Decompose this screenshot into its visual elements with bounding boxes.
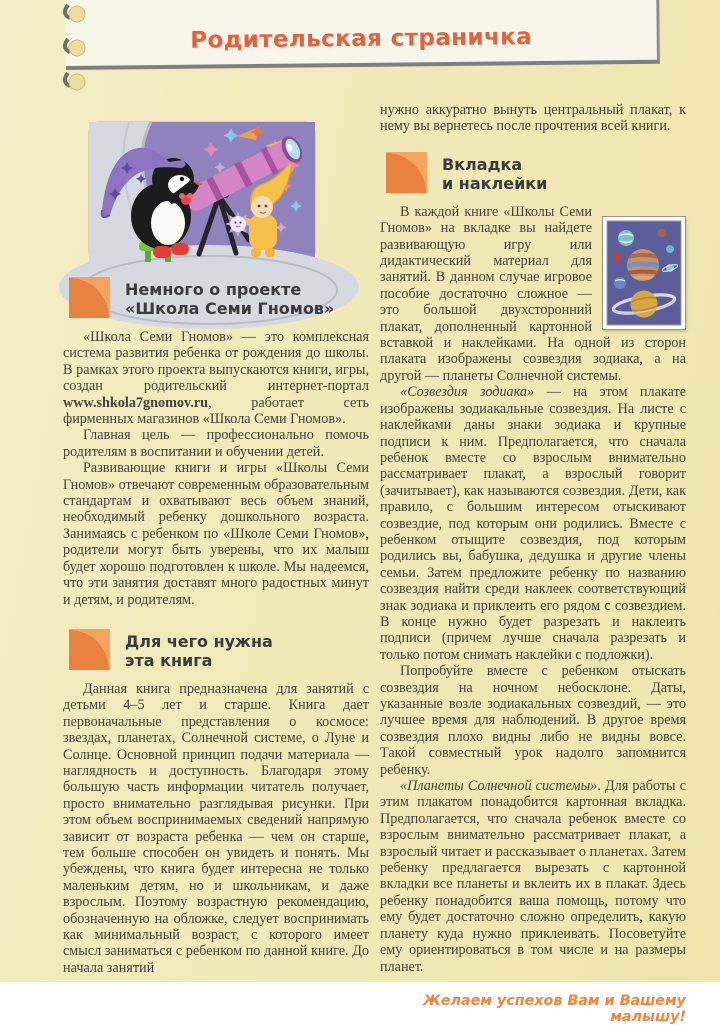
paragraph-text: , работает сеть фирменных магазинов «Школа Семи Гномов».: [63, 394, 369, 428]
paragraph-text: . Для работы с этим плакатом понадобится картонная вкладка. Предполагается, что сначала ребенок вместе со взрослым внимательно рассматривает плакат, а взрослый читает и рассказывает о планетах. Затем ребенку предлагается вырезать с картонной вкладки все планеты и вклеить их в плакат. Здесь ребенку понадобится ваша помощь, потому что ему будет достаточно сложно определить, какую планету куда нужно приклеивать. Посоветуйте ему ориентироваться в том числе и на размеры планет.: [380, 778, 686, 975]
paragraph: [63, 329, 369, 427]
section-square-icon: [69, 277, 110, 318]
poster-name-italic: «Созвездия зодиака»: [400, 384, 535, 401]
section-book-purpose: [69, 629, 369, 670]
right-column: [380, 102, 686, 1025]
section-title-line: и наклейки: [442, 173, 548, 193]
closing-wish-line: Желаем успехов Вам и Вашему малышу!: [423, 992, 686, 1025]
page-title: Родительская страничка: [190, 24, 533, 54]
binder-holes: [62, 2, 88, 92]
section-title-line: «Школа Семи Гномов»: [125, 299, 335, 318]
section-title-line: Немного о проекте: [125, 280, 302, 299]
observatory-scene-icon: [89, 122, 315, 262]
solar-system-poster-image: [602, 216, 686, 330]
section-title-line: Для чего нужна: [125, 631, 273, 651]
penguin-telescope-illustration: [89, 122, 315, 262]
left-column: [63, 106, 369, 976]
section-square-icon: [386, 152, 427, 193]
section-square-icon: [69, 629, 110, 670]
paragraph: Главная цель — профессионально помочь родителям в воспитании и обучении детей.: [63, 427, 369, 460]
paragraph: [380, 778, 686, 975]
section-title-line: Вкладка: [442, 154, 523, 174]
section-title: [125, 277, 334, 318]
section-title: [125, 629, 273, 670]
paragraph: нужно аккуратно вынуть центральный плакат, к нему вы вернетесь после прочтения всей книги.: [380, 102, 686, 135]
planets-poster-icon: [607, 221, 681, 325]
binder-hole-icon: [62, 2, 88, 24]
paragraph-text: — на этом плакате изображены зодиакальные созвездия. На листе с наклейками даны знаки зодиака и крупные подписи к ним. Предполагается, что сначала ребенок вместе со взрослым внимательно рассматривает плакат, а взрослый говорит (зачитывает), как называются созвездия. Дети, как правило, с большим интересом отыскивают созвездие, под которым они родились. Вместе с ребенком отыщите созвездия, под которым родились вы, бабушка, дедушка и другие члены семьи. Затем предложите ребенку по названию созвездия найти среди наклеек соответствующий знак зодиака и приклеить его рядом с созвездием. В конце нужно будет разрезать и наклеить подписи (причем лучше сначала разрезать и только потом снимать наклейки с подложки).: [380, 384, 686, 663]
paragraph: Развивающие книги и игры «Школы Семи Гномов» отвечают современным образовательным стандартам и охватывают весь объем знаний, необходимый ребенку дошкольного возраста. Занимаясь с ребенком по «Школе Семи Гномов», родители могут быть уверены, что их малыш будет хорошо подготовлен к школе. Мы надеемся, что эти занятия доставят много радостных минут и детям, и родителям.: [63, 460, 369, 608]
paragraph: [380, 384, 686, 663]
paragraph-with-poster: [380, 204, 686, 384]
paragraph: Попробуйте вместе с ребенком отыскать созвездия на ночном небосклоне. Даты, указанные возле зодиакальных созвездий, — это лучшее время для наблюдений. В другое время созвездия плохо видны либо не видны вовсе. Такой совместный урок надолго запомнится ребенку.: [380, 663, 686, 778]
binder-hole-icon: [62, 36, 88, 58]
paragraph: Данная книга предназначена для занятий с детьми 4–5 лет и старше. Книга дает первоначальные представления о космосе: звездах, планетах, Солнечной системе, о Луне и Солнце. Основной принцип подачи материала — наглядность и доступность. Благодаря этому большую часть информации читатель получает, просто внимательно разглядывая рисунки. При этом объем воспринимаемых сведений напрямую зависит от возраста ребенка — чем он старше, тем больше способен он увидеть и понять. Мы убеждены, что книга будет интересна не только маленьким детям, но и школьникам, и даже взрослым. Поэтому возрастную рекомендацию, обозначенную на обложке, следует воспринимать как минимальный возраст, с которого имеет смысл заниматься с ребенком по данной книге. До начала занятий: [63, 680, 369, 976]
site-url-text: www.shkola7gnomov.ru: [63, 394, 209, 411]
header-strip: [65, 0, 660, 70]
poster-name-italic: «Планеты Солнечной системы»: [400, 778, 598, 795]
section-insert-stickers: [386, 152, 686, 193]
binder-hole-icon: [62, 70, 88, 92]
section-title: [442, 152, 547, 193]
paragraph: В каждой книге «Школы Семи Гномов» на вкладке вы найдете развивающую игру или дидактический материал для занятий. В данном случае игровое пособие достаточно сложное — это большой двухсторонний плакат, дополненный картонной вставкой и наклейками. На одной из сторон плаката изображены созвездия зодиака, а на другой — планеты Солнечной системы.: [380, 203, 686, 384]
paragraph-text: «Школа Семи Гномов» — это комплексная система развития ребенка от рождения до школы. В рамках этого проекта выпускаются книги, игры, создан родительский интернет-портал: [63, 329, 369, 395]
section-title-line: эта книга: [125, 650, 213, 670]
